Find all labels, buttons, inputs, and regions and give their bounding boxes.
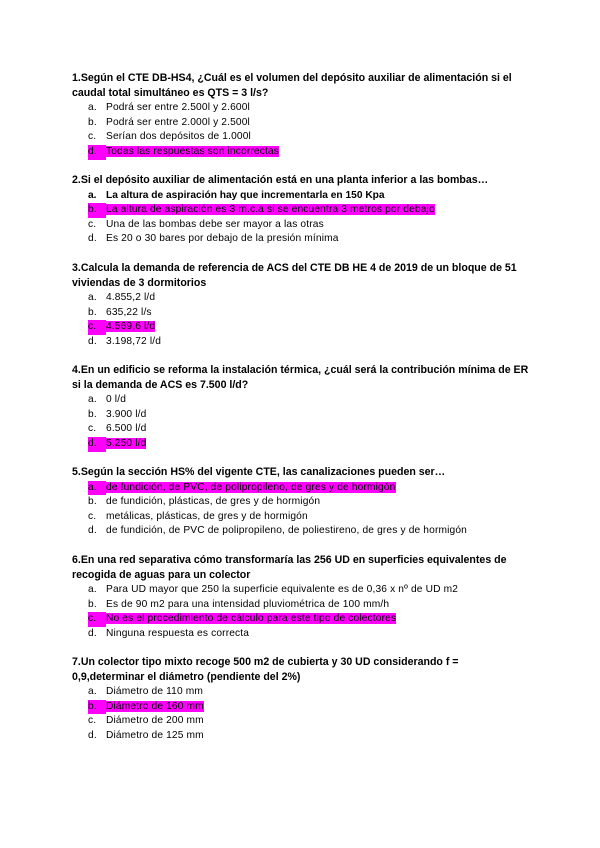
question-5-title: 5.Según la sección HS% del vigente CTE, las canalizaciones pueden ser… xyxy=(72,466,446,478)
q5-option-d: d. de fundición, de PVC de polipropileno, de poliestireno, de gres y de hormigón xyxy=(88,525,467,537)
q2-option-c: c. Una de las bombas debe ser mayor a las otras xyxy=(88,218,324,230)
question-5-options xyxy=(72,481,532,539)
question-1-options xyxy=(72,101,532,159)
q6-option-d: d. Ninguna respuesta es correcta xyxy=(88,627,250,639)
question-4-options xyxy=(72,393,532,451)
q2-option-b-highlighted: b. La altura de aspiración es 3 m.c.a si se encuentra 3 metros por debajo xyxy=(72,203,532,218)
question-7-title: 7.Un colector tipo mixto recoge 500 m2 de cubierta y 30 UD considerando f = 0,9,determinar el diámetro (pendiente del 2%) xyxy=(72,656,459,683)
q6-option-c-highlighted: c. No es el procedimiento de cálculo para este tipo de colectores xyxy=(72,612,532,627)
question-6-title: 6.En una red separativa cómo transformaría las 256 UD en superficies equivalentes de recogida de aguas para un colector xyxy=(72,554,507,581)
question-3-title: 3.Calcula la demanda de referencia de ACS del CTE DB HE 4 de 2019 de un bloque de 51 viviendas de 3 dormitorios xyxy=(72,262,517,289)
q4-option-a: a. 0 l/d xyxy=(88,394,127,406)
q4-option-b: b. 3.900 l/d xyxy=(88,408,147,420)
question-2 xyxy=(72,173,532,247)
q2-option-a: a. La altura de aspiración hay que incrementarla en 150 Kpa xyxy=(88,189,385,201)
question-7 xyxy=(72,655,532,744)
question-6 xyxy=(72,553,532,642)
q3-option-b: b. 635,22 l/s xyxy=(88,306,152,318)
q7-option-a: a. Diámetro de 110 mm xyxy=(88,686,204,698)
question-4-title: 4.En un edificio se reforma la instalación térmica, ¿cuál será la contribución mínima de ER si la demanda de ACS es 7.500 l/d? xyxy=(72,364,529,391)
q4-option-c: c. 6.500 l/d xyxy=(88,423,147,435)
question-6-options xyxy=(72,583,532,641)
q7-option-b-highlighted: b. Diámetro de 160 mm xyxy=(72,700,532,715)
q7-option-d: d. Diámetro de 125 mm xyxy=(88,729,204,741)
q5-option-a-highlighted: a. de fundición, de PVC, de polipropileno, de gres y de hormigón xyxy=(72,481,532,496)
q1-option-b: b. Podrá ser entre 2.000l y 2.500l xyxy=(88,116,250,128)
question-2-options xyxy=(72,189,532,247)
q5-option-b: b. de fundición, plásticas, de gres y de hormigón xyxy=(88,496,321,508)
q1-option-d-highlighted: d. Todas las respuestas son incorrectas xyxy=(72,145,532,160)
q2-option-d: d. Es 20 o 30 bares por debajo de la presión mínima xyxy=(88,233,339,245)
q7-option-c: c. Diámetro de 200 mm xyxy=(88,715,204,727)
q6-option-a: a. Para UD mayor que 250 la superficie equivalente es de 0,36 x nº de UD m2 xyxy=(88,584,459,596)
q1-option-a: a. Podrá ser entre 2.500l y 2.600l xyxy=(88,102,250,114)
q3-option-d: d. 3.198,72 l/d xyxy=(88,335,162,347)
question-3 xyxy=(72,261,532,350)
question-1-title: 1.Según el CTE DB-HS4, ¿Cuál es el volumen del depósito auxiliar de alimentación si el caudal total simultáneo es QTS = 3 l/s? xyxy=(72,72,512,99)
q6-option-b: b. Es de 90 m2 para una intensidad pluviométrica de 100 mm/h xyxy=(88,598,390,610)
q3-option-a: a. 4.855,2 l/d xyxy=(88,292,156,304)
q5-option-c: c. metálicas, plásticas, de gres y de hormigón xyxy=(88,510,308,522)
question-5 xyxy=(72,465,532,539)
q3-option-c-highlighted: c. 4.569,6 l/d xyxy=(72,320,532,335)
question-4 xyxy=(72,363,532,452)
question-2-title: 2.Si el depósito auxiliar de alimentación está en una planta inferior a las bombas… xyxy=(72,174,489,186)
question-3-options xyxy=(72,291,532,349)
q1-option-c: c. Serían dos depósitos de 1.000l xyxy=(88,131,251,143)
question-1 xyxy=(72,71,532,160)
question-7-options xyxy=(72,685,532,743)
q4-option-d-highlighted: d. 5.250 l/d xyxy=(72,437,532,452)
